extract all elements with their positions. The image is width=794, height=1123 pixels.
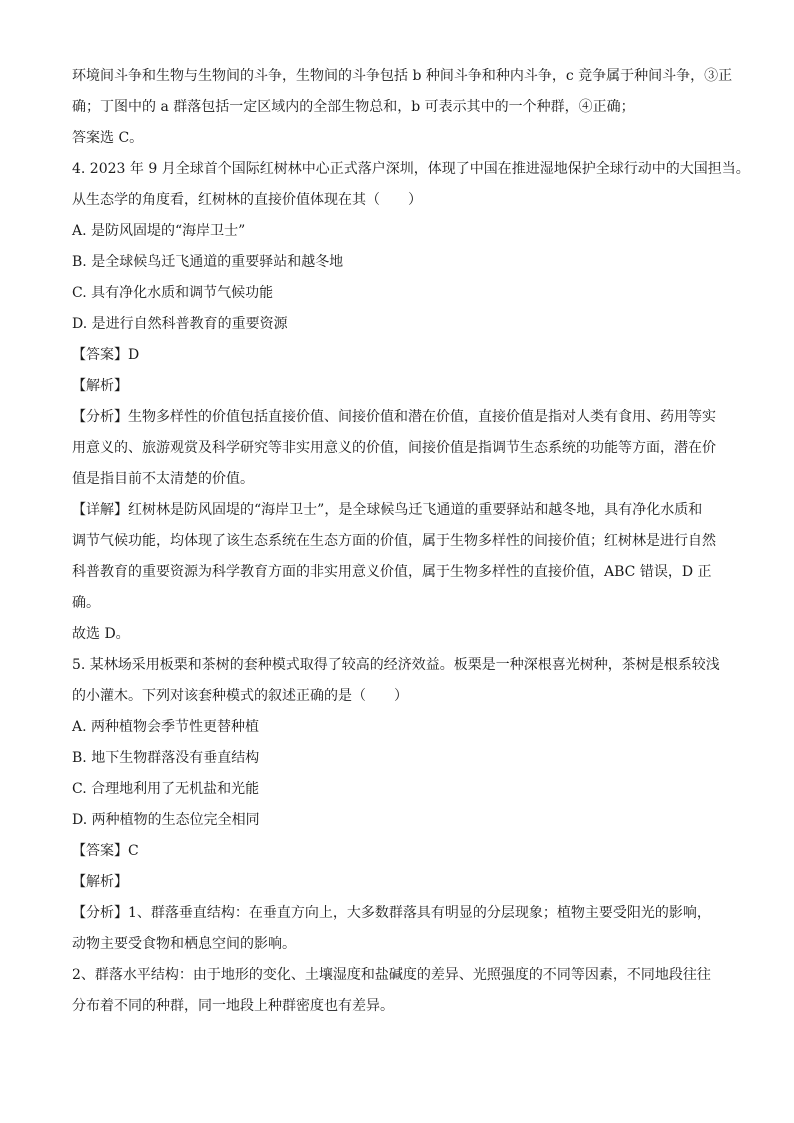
answer-choice: 故选 D。 <box>72 626 130 642</box>
answer-label: 【答案】D <box>72 347 140 363</box>
analysis-heading: 【解析】 <box>72 874 128 890</box>
text-line: 答案选 C。 <box>72 130 144 146</box>
detail-text: 【详解】红树林是防风固堤的“海岸卫士”，是全球候鸟迁飞通道的重要驿站和越冬地，具有净化水质和 <box>72 502 703 518</box>
question-4-option-c: C. 具有净化水质和调节气候功能 <box>72 285 274 301</box>
question-5-option-a: A. 两种植物会季节性更替种植 <box>72 719 260 735</box>
question-5-stem: 的小灌木。下列对该套种模式的叙述正确的是（ ） <box>72 688 408 704</box>
question-4-stem: 从生态学的角度看，红树林的直接价值体现在其（ ） <box>72 192 422 208</box>
detail-text: 确。 <box>72 595 100 611</box>
question-4-option-d: D. 是进行自然科普教育的重要资源 <box>72 316 288 332</box>
analysis-text: 【分析】生物多样性的价值包括直接价值、间接价值和潜在价值，直接价值是指对人类有食用、药用等实 <box>72 409 716 425</box>
question-5-option-b: B. 地下生物群落没有垂直结构 <box>72 750 260 766</box>
text-line: 确；丁图中的 a 群落包括一定区域内的全部生物总和，b 可表示其中的一个种群，④正确； <box>72 99 635 115</box>
question-5-option-c: C. 合理地利用了无机盐和光能 <box>72 781 260 797</box>
answer-label: 【答案】C <box>72 843 139 859</box>
text-line: 环境间斗争和生物与生物间的斗争，生物间的斗争包括 b 种间斗争和种内斗争，c 竞争属于种间斗争，③正 <box>72 68 733 84</box>
analysis-text: 【分析】1、群落垂直结构：在垂直方向上，大多数群落具有明显的分层现象；植物主要受阳光的影响， <box>72 905 711 921</box>
question-4-option-b: B. 是全球候鸟迁飞通道的重要驿站和越冬地 <box>72 254 344 270</box>
analysis-text: 2、群落水平结构：由于地形的变化、土壤湿度和盐碱度的差异、光照强度的不同等因素，不同地段往往 <box>72 967 711 983</box>
analysis-text: 动物主要受食物和栖息空间的影响。 <box>72 936 296 952</box>
analysis-text: 值是指目前不太清楚的价值。 <box>72 471 254 487</box>
analysis-text: 用意义的、旅游观赏及科学研究等非实用意义的价值，间接价值是指调节生态系统的功能等方面，潜在价 <box>72 440 716 456</box>
question-4-option-a: A. 是防风固堤的“海岸卫士” <box>72 223 246 239</box>
detail-text: 调节气候功能，均体现了该生态系统在生态方面的价值，属于生物多样性的间接价值；红树林是进行自然 <box>72 533 716 549</box>
detail-text: 科普教育的重要资源为科学教育方面的非实用意义价值，属于生物多样性的直接价值，ABC 错误，D 正 <box>72 564 712 580</box>
analysis-heading: 【解析】 <box>72 378 128 394</box>
question-5-option-d: D. 两种植物的生态位完全相同 <box>72 812 260 828</box>
question-4-stem: 4. 2023 年 9 月全球首个国际红树林中心正式落户深圳，体现了中国在推进湿地保护全球行动中的大国担当。 <box>72 161 750 177</box>
question-5-stem: 5. 某林场采用板栗和茶树的套种模式取得了较高的经济效益。板栗是一种深根喜光树种，茶树是根系较浅 <box>72 657 720 673</box>
analysis-text: 分布着不同的种群，同一地段上种群密度也有差异。 <box>72 998 394 1014</box>
